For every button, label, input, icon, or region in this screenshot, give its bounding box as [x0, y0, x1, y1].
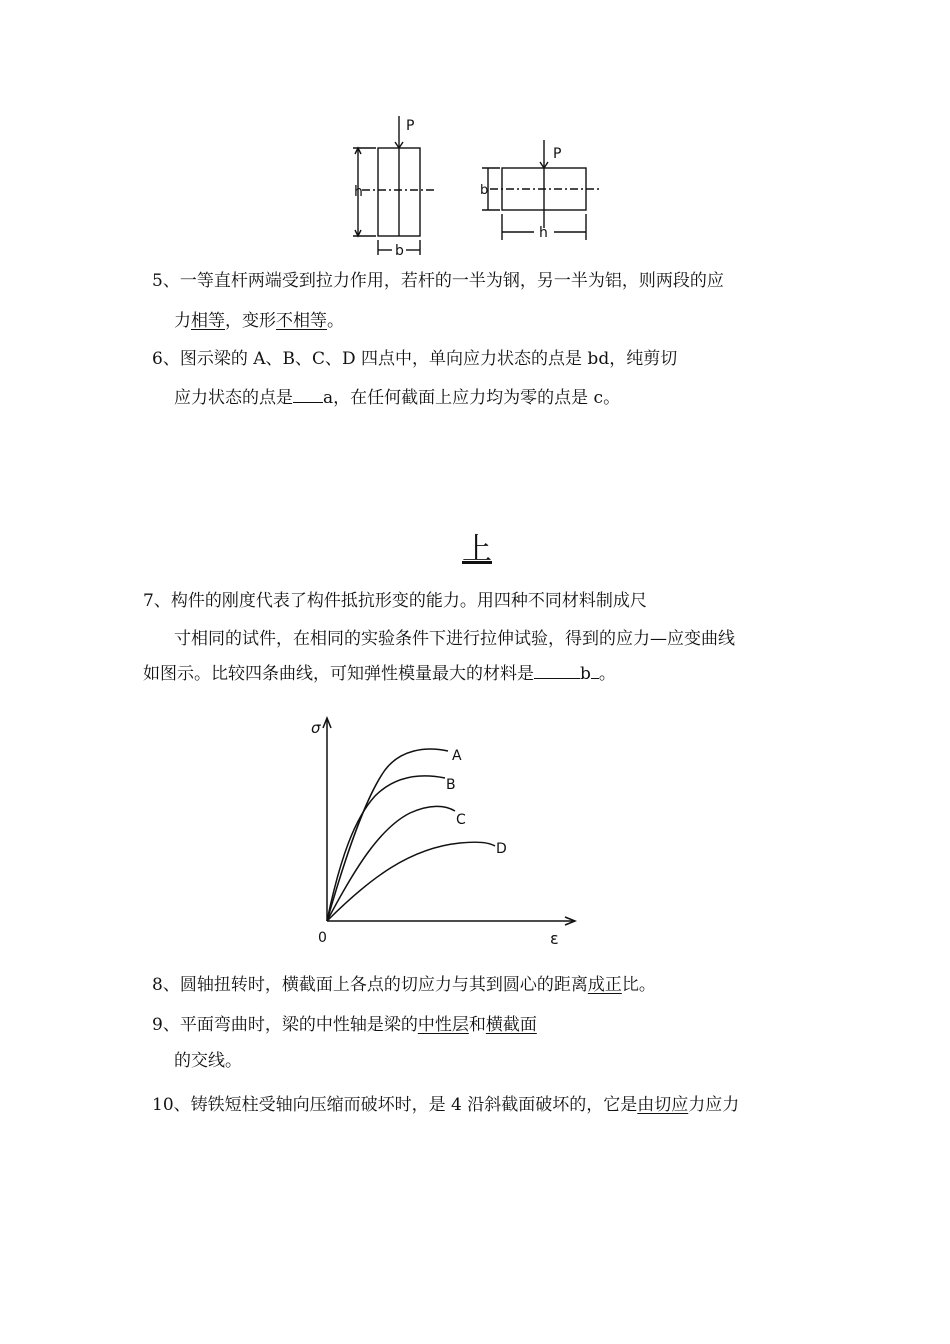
- q7-blank-2: [591, 662, 599, 679]
- q5-answer-1: 相等: [191, 311, 225, 331]
- curve-d: [327, 842, 495, 921]
- q7-answer: b: [580, 664, 591, 684]
- curve-label-d: D: [496, 841, 507, 857]
- label-p-left: P: [406, 118, 415, 134]
- q9-answer-2: 横截面: [485, 1015, 537, 1035]
- q7-line1: 7、构件的刚度代表了构件抵抗形变的能力。用四种不同材料制成尺: [143, 591, 647, 611]
- q10-answer: 由切应: [637, 1095, 689, 1115]
- q7-line2: 寸相同的试件，在相同的实验条件下进行拉伸试验，得到的应力—应变曲线: [174, 629, 735, 649]
- q5-line1: 5、一等直杆两端受到拉力作用，若杆的一半为钢，另一半为铝，则两段的应: [152, 271, 724, 291]
- curve-label-a: A: [452, 748, 462, 764]
- origin-label: 0: [318, 930, 327, 946]
- q10-line: [152, 1094, 739, 1116]
- handwritten-mark: 上: [462, 532, 492, 567]
- q9-line1: [152, 1014, 537, 1036]
- q5-text-b: ，变形: [225, 311, 276, 331]
- label-h-right: h: [539, 225, 548, 241]
- q5-line2: [174, 310, 344, 332]
- q6-answer: a: [323, 388, 334, 408]
- label-b-left: b: [395, 243, 404, 259]
- curve-c: [327, 806, 455, 921]
- curve-b: [327, 776, 445, 921]
- curve-a: [327, 749, 448, 921]
- curve-label-b: B: [446, 777, 456, 793]
- q9-text-b: 和: [468, 1015, 486, 1035]
- x-axis-label: ε: [550, 929, 559, 948]
- q7-blank-1: [534, 662, 580, 679]
- q7-text-b: 。: [598, 664, 616, 684]
- q5-text-c: 。: [327, 311, 344, 331]
- q6-blank: [293, 386, 323, 403]
- q8-text-a: 8、圆轴扭转时，横截面上各点的切应力与其到圆心的距离: [152, 975, 588, 995]
- q7-text-a: 如图示。比较四条曲线，可知弹性模量最大的材料是: [143, 664, 534, 684]
- q10-text-a: 10、铸铁短柱受轴向压缩而破坏时，是 4 沿斜截面破坏的，它是: [152, 1095, 638, 1115]
- q6-line1: 6、图示梁的 A、B、C、D 四点中，单向应力状态的点是 bd，纯剪切: [152, 349, 678, 369]
- q8-answer: 成正: [587, 975, 622, 995]
- q5-text-a: 力: [174, 311, 191, 331]
- q9-text-a: 9、平面弯曲时，梁的中性轴是梁的: [152, 1015, 418, 1035]
- q10-text-b: 力应力: [688, 1095, 740, 1115]
- q9-line2: 的交线。: [174, 1051, 242, 1071]
- q8-line: [152, 974, 656, 996]
- q5-answer-2: 不相等: [276, 311, 327, 331]
- cross-section-figure: [340, 110, 620, 260]
- label-b-right: b: [480, 183, 489, 198]
- q8-text-b: 比。: [621, 975, 656, 995]
- q9-answer-1: 中性层: [417, 1015, 469, 1035]
- stress-strain-chart: [300, 708, 590, 953]
- q6-text-a: 应力状态的点是: [174, 388, 293, 408]
- q6-line2: [174, 386, 620, 409]
- y-axis-label: σ: [311, 719, 321, 737]
- q7-line3: [143, 662, 616, 685]
- label-p-right: P: [553, 146, 562, 162]
- label-h-left: h: [354, 184, 363, 200]
- curve-label-c: C: [456, 812, 466, 828]
- q6-text-b: ，在任何截面上应力均为零的点是 c。: [333, 388, 621, 408]
